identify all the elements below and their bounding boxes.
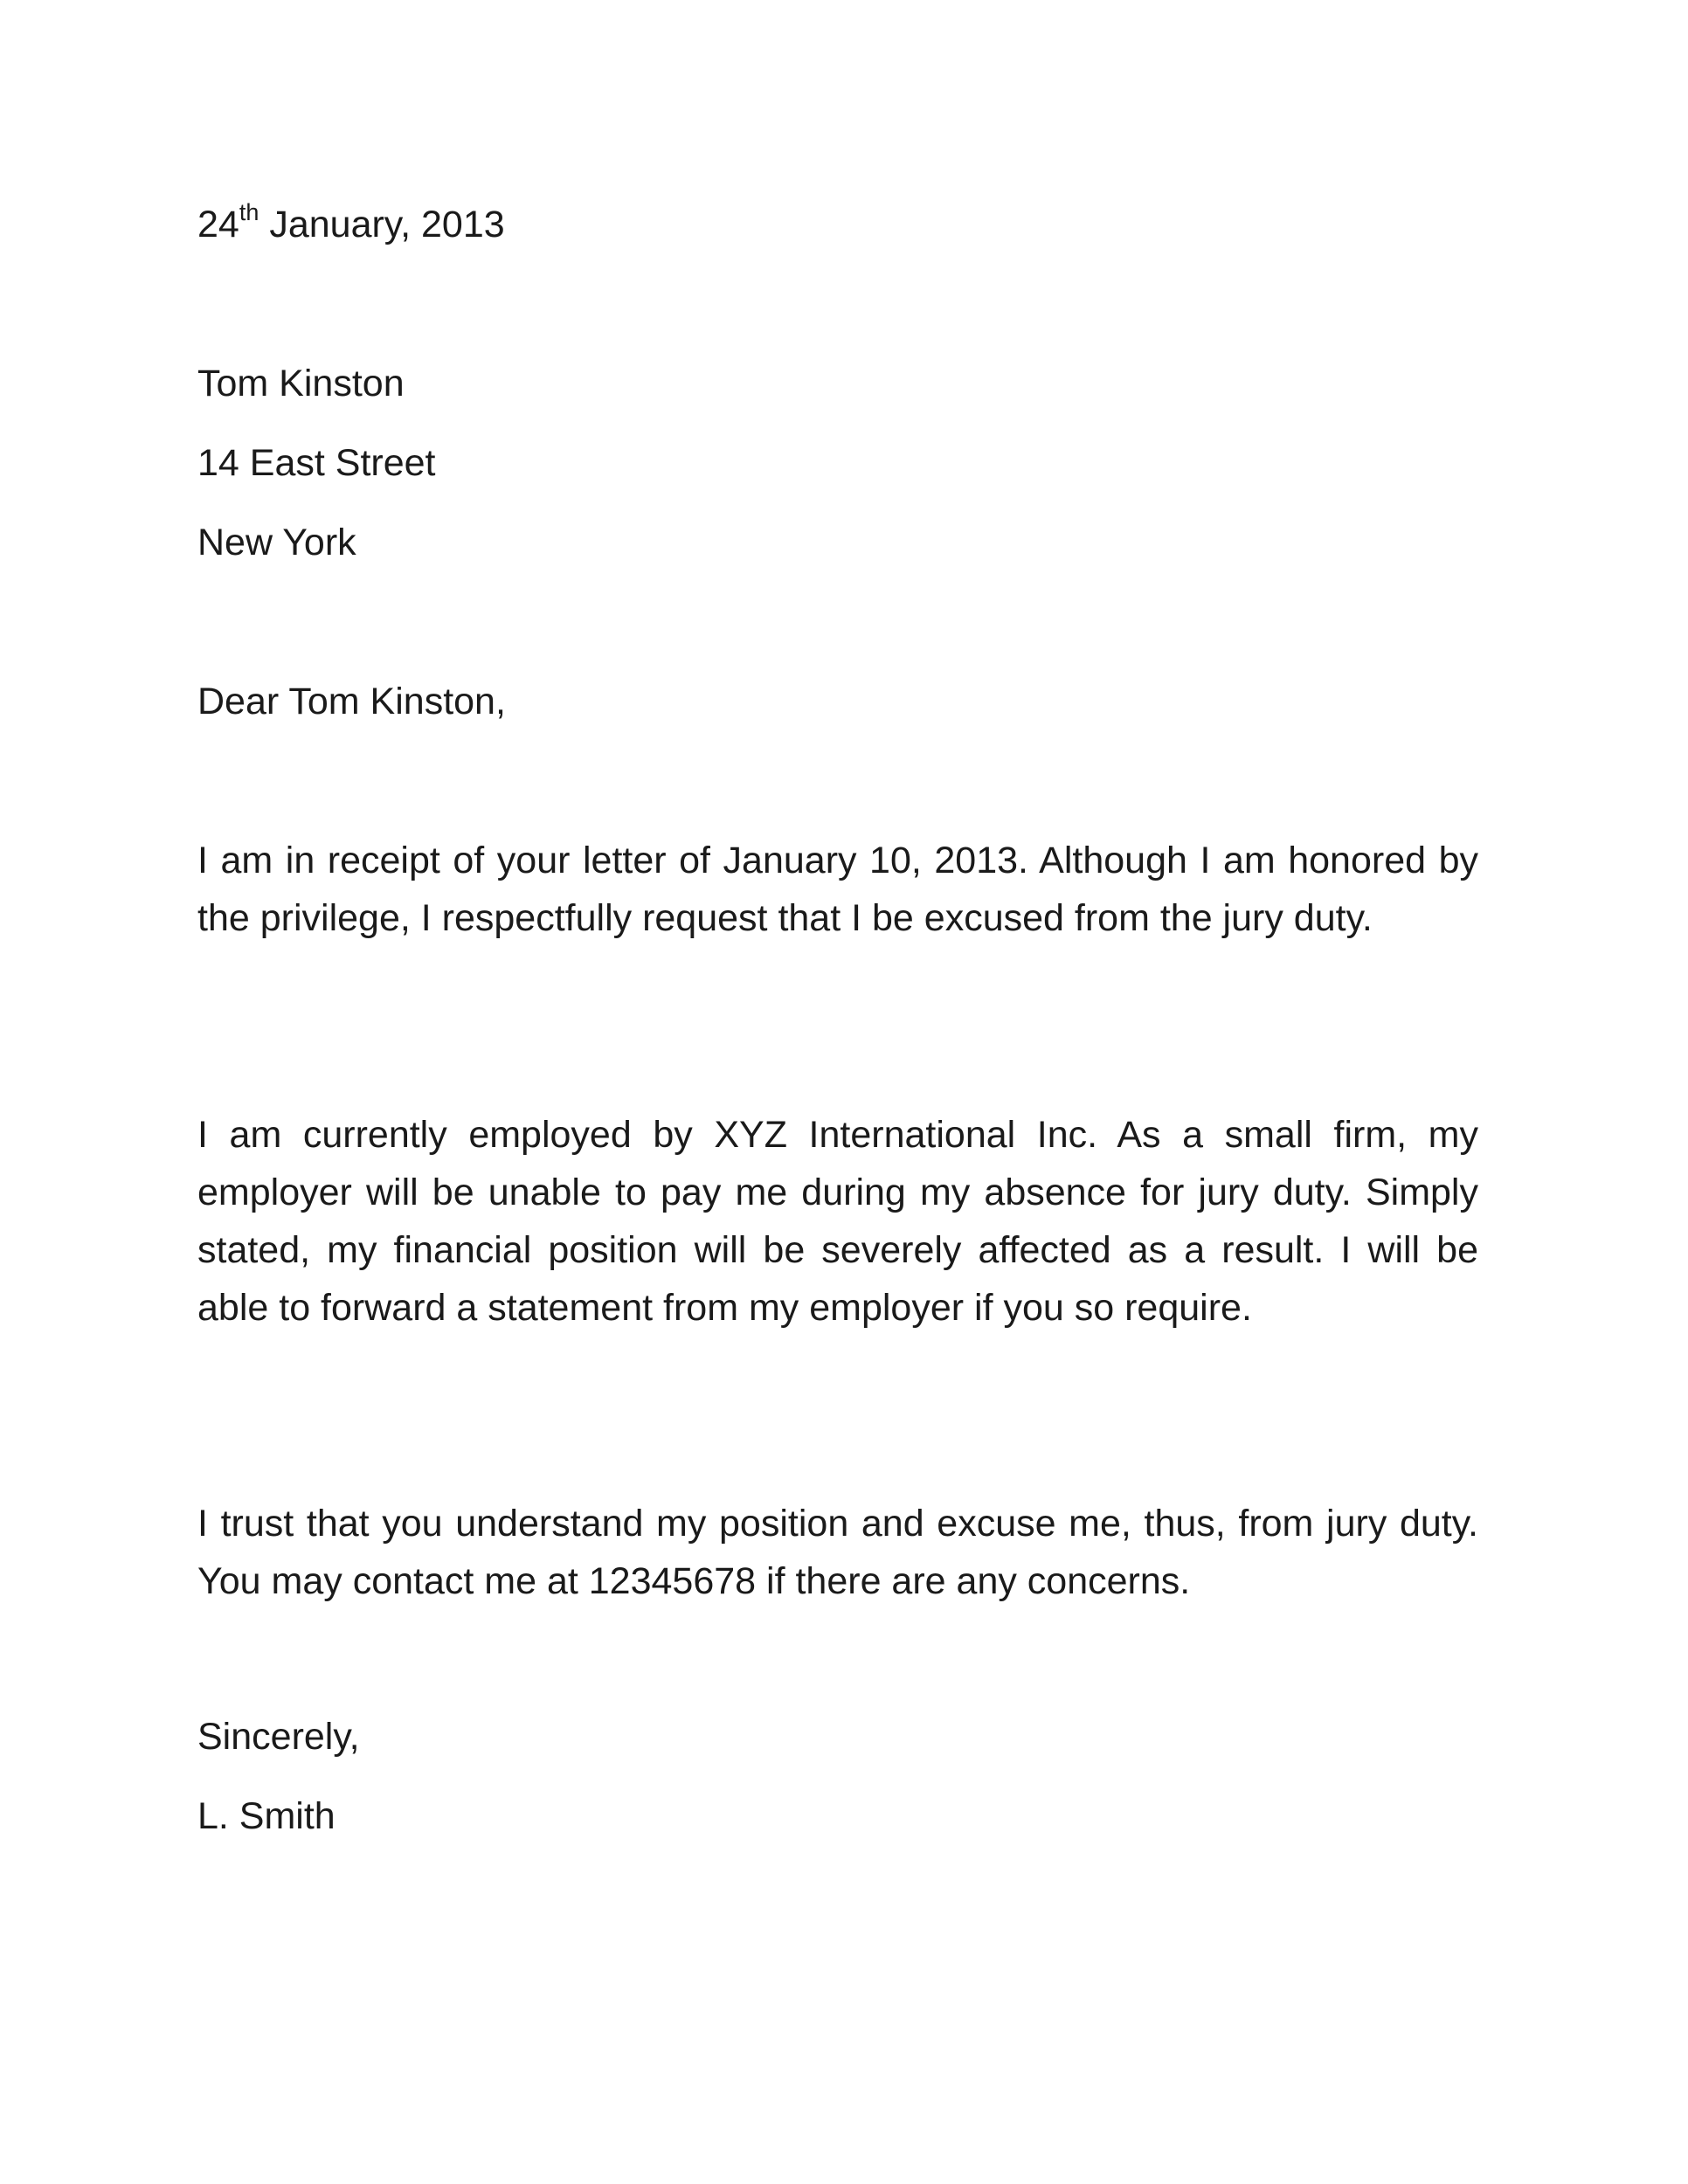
letter-date — [197, 196, 505, 253]
closing: Sincerely, — [197, 1716, 360, 1758]
recipient-street: 14 East Street — [197, 442, 436, 484]
salutation: Dear Tom Kinston, — [197, 681, 506, 722]
recipient-name: Tom Kinston — [197, 363, 405, 404]
body-paragraph-1: I am in receipt of your letter of January 10, 2013. Although I am honored by the privilege, I respectfully request that I be excused from the jury duty. — [197, 840, 1478, 939]
date-rest: January, 2013 — [259, 204, 505, 245]
body-paragraph-2: I am currently employed by XYZ International Inc. As a small firm, my employer will be unable to pay me during my absence for jury duty. Simply stated, my financial position will be severely affected as a result. I will be able to forward a statement from my employer if you so require. — [197, 1114, 1478, 1329]
date-suffix: th — [239, 199, 259, 225]
recipient-city: New York — [197, 522, 356, 563]
signature-name: L. Smith — [197, 1795, 336, 1837]
body-paragraph-3: I trust that you understand my position and excuse me, thus, from jury duty. You may contact me at 12345678 if there are any concerns. — [197, 1503, 1478, 1602]
date-day: 24 — [197, 204, 239, 245]
